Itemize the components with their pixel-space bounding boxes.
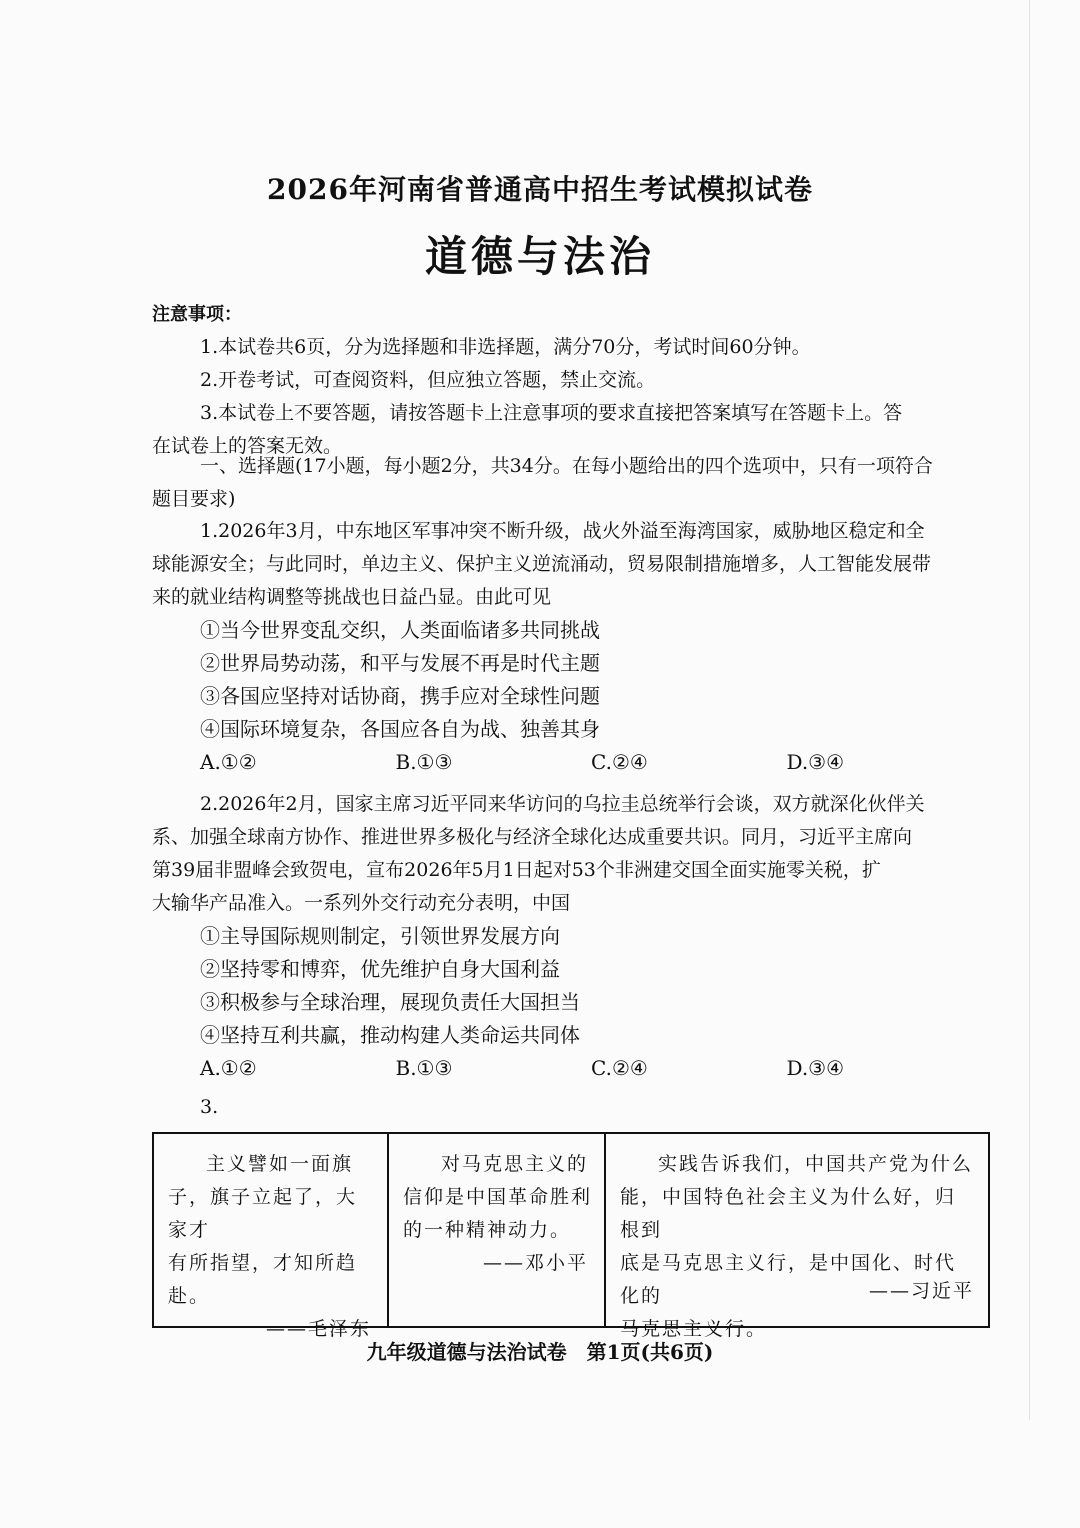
quote-line: 主义譬如一面旗 [206, 1153, 354, 1175]
choice-b: B.①③ [395, 750, 453, 774]
question-stem-line: 系、加强全球南方协作、推进世界多极化与经济全球化达成重要共识。同月，习近平主席向 [152, 826, 913, 848]
question-stem-line: 1.2026年3月，中东地区军事冲突不断升级，战火外溢至海湾国家，威胁地区稳定和全 [200, 520, 925, 542]
quote-cell-mao [154, 1134, 387, 1340]
notice-item: 1.本试卷共6页，分为选择题和非选择题，满分70分，考试时间60分钟。 [200, 336, 811, 358]
quote-line: 信仰是中国革命胜利 [403, 1186, 593, 1208]
statement-option: ③积极参与全球治理，展现负责任大国担当 [200, 990, 580, 1014]
quote-line: 实践告诉我们，中国共产党为什么 [658, 1153, 974, 1175]
statement-option: ④坚持互利共赢，推动构建人类命运共同体 [200, 1023, 580, 1047]
question-stem-line: 第39届非盟峰会致贺电，宣布2026年5月1日起对53个非洲建交国全面实施零关税，扩 [152, 859, 881, 881]
quote-line: 底是马克思主义行，是中国化、时代化的 [620, 1252, 957, 1307]
choice-c: C.②④ [591, 750, 648, 774]
quote-line: 子，旗子立起了，大家才 [168, 1186, 358, 1241]
question-number: 3. [200, 1096, 219, 1118]
quote-line: 能，中国特色社会主义为什么好，归根到 [620, 1186, 957, 1241]
quote-cell-xi [604, 1134, 988, 1340]
choice-d: D.③④ [786, 1056, 845, 1080]
section-choice-heading [152, 450, 982, 516]
choice-a: A.①② [200, 1056, 257, 1080]
quote-author: ——习近平 [868, 1280, 974, 1302]
section-heading-line: 一、选择题(17小题，每小题2分，共34分。在每小题给出的四个选项中，只有一项符合 [200, 455, 933, 477]
quote-line: 对马克思主义的 [441, 1153, 589, 1175]
notice-section [152, 298, 982, 463]
quote-line: 马克思主义行。 [620, 1318, 768, 1340]
quote-author: ——邓小平 [482, 1252, 588, 1274]
subject-title: 道德与法治 [424, 232, 655, 281]
choice-a: A.①② [200, 750, 257, 774]
question-stem-line: 大输华产品准入。一系列外交行动充分表明，中国 [152, 892, 571, 914]
question-stem-line: 来的就业结构调整等挑战也日益凸显。由此可见 [152, 586, 552, 608]
quote-line: 的一种精神动力。 [403, 1219, 572, 1241]
quote-table [152, 1132, 990, 1340]
statement-option: ①主导国际规则制定，引领世界发展方向 [200, 924, 560, 948]
notice-item: 在试卷上的答案无效。 [152, 435, 343, 457]
notice-item: 3.本试卷上不要答题，请按答题卡上注意事项的要求直接把答案填写在答题卡上。答 [200, 402, 903, 424]
answer-choices [152, 746, 982, 779]
question-1 [152, 515, 982, 779]
question-3 [152, 1091, 982, 1124]
question-2 [152, 788, 982, 1085]
statement-option: ①当今世界变乱交织，人类面临诸多共同挑战 [200, 618, 600, 642]
quote-cell-deng [387, 1134, 604, 1326]
statement-option: ③各国应坚持对话协商，携手应对全球性问题 [200, 684, 600, 708]
question-stem-line: 球能源安全；与此同时，单边主义、保护主义逆流涌动，贸易限制措施增多，人工智能发展带 [152, 553, 932, 575]
notice-item: 2.开卷考试，可查阅资料，但应独立答题，禁止交流。 [200, 369, 656, 391]
question-stem-line: 2.2026年2月，国家主席习近平同来华访问的乌拉圭总统举行会谈，双方就深化伙伴关 [200, 793, 925, 815]
statement-option: ④国际环境复杂，各国应各自为战、独善其身 [200, 717, 600, 741]
choice-b: B.①③ [395, 1056, 453, 1080]
statement-option: ②坚持零和博弈，优先维护自身大国利益 [200, 957, 560, 981]
section-heading-line: 题目要求) [152, 488, 236, 510]
exam-title: 2026年河南省普通高中招生考试模拟试卷 [267, 173, 813, 206]
choice-d: D.③④ [786, 750, 845, 774]
statement-option: ②世界局势动荡，和平与发展不再是时代主题 [200, 651, 600, 675]
notice-heading: 注意事项： [152, 304, 242, 325]
page-footer: 九年级道德与法治试卷 第1页(共6页) [366, 1340, 714, 1364]
quote-line: 有所指望，才知所趋赴。 [168, 1252, 358, 1307]
quote-author: ——毛泽东 [265, 1318, 371, 1340]
answer-choices [152, 1052, 982, 1085]
page-edge-divider [1029, 0, 1030, 1420]
choice-c: C.②④ [591, 1056, 648, 1080]
